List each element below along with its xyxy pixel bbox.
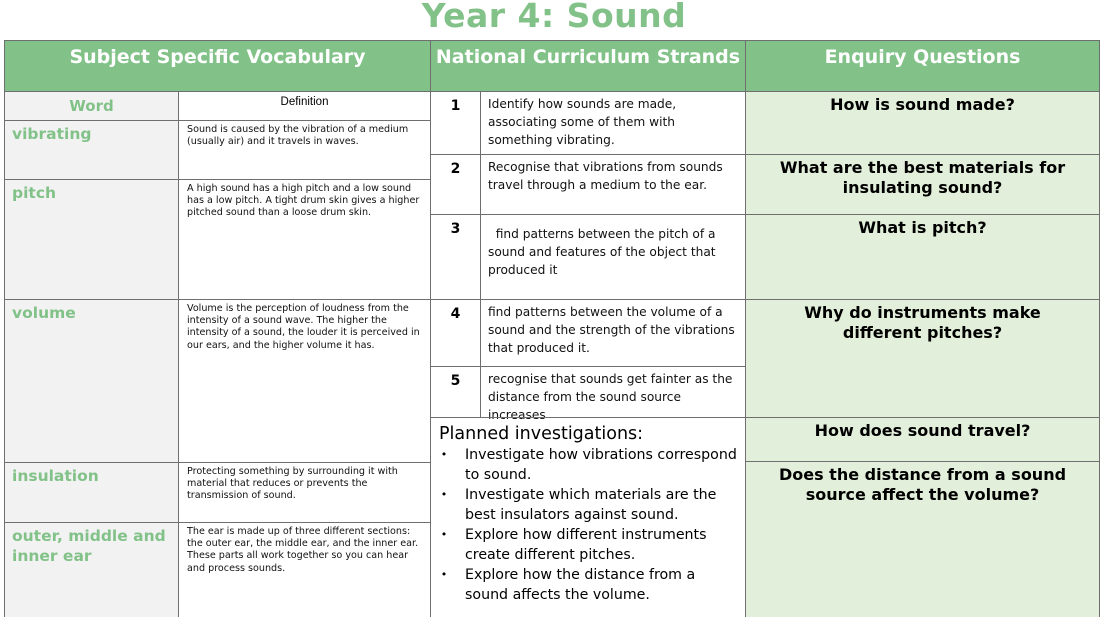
list-item <box>439 565 741 605</box>
enquiry-question: How does sound travel? <box>745 417 1100 462</box>
strand-number: 3 <box>430 214 481 300</box>
list-item <box>439 445 741 485</box>
strand-text: find patterns between the volume of a sound and the strength of the vibrations that produced it. <box>480 299 746 367</box>
planned-investigations-list <box>439 445 741 605</box>
bullet-icon: • <box>440 568 448 581</box>
vocab-word: volume <box>4 299 179 463</box>
list-item <box>439 525 741 565</box>
vocabulary-header: Subject Specific Vocabulary <box>4 40 431 92</box>
strand-text: recognise that sounds get fainter as the distance from the sound source increases <box>480 366 746 418</box>
vocab-definition: Protecting something by surrounding it with material that reduces or prevents the transmission of sound. <box>178 462 431 523</box>
vocab-definition: Sound is caused by the vibration of a medium (usually air) and it travels in waves. <box>178 120 431 180</box>
list-item <box>439 485 741 525</box>
vocab-definition: The ear is made up of three different sections: the outer ear, the middle ear, and the inner ear. These parts all work together so you can hear and process sounds. <box>178 522 431 617</box>
bullet-icon: • <box>440 448 448 461</box>
strand-number: 4 <box>430 299 481 367</box>
list-item-text: Explore how the distance from a sound affects the volume. <box>465 567 696 603</box>
word-column-header: Word <box>4 91 179 121</box>
enquiry-question: What is pitch? <box>745 214 1100 300</box>
strands-header: National Curriculum Strands <box>430 40 746 92</box>
enquiry-question: Does the distance from a sound source affect the volume? <box>745 461 1100 617</box>
bullet-icon: • <box>440 488 448 501</box>
vocab-word: insulation <box>4 462 179 523</box>
list-item-text: Investigate how vibrations correspond to sound. <box>465 447 737 483</box>
bullet-icon: • <box>440 528 448 541</box>
list-item-text: Explore how different instruments create different pitches. <box>465 527 707 563</box>
definition-column-header: Definition <box>178 91 431 121</box>
vocab-word: vibrating <box>4 120 179 180</box>
vocab-word: outer, middle and inner ear <box>4 522 179 617</box>
planned-investigations <box>430 417 746 617</box>
strand-text: Identify how sounds are made, associating some of them with something vibrating. <box>480 91 746 155</box>
strand-number: 5 <box>430 366 481 418</box>
strand-text: Recognise that vibrations from sounds travel through a medium to the ear. <box>480 154 746 215</box>
strand-text: find patterns between the pitch of a sound and features of the object that produced it <box>480 214 746 300</box>
enquiry-question: How is sound made? <box>745 91 1100 155</box>
planned-investigations-title: Planned investigations: <box>439 424 644 444</box>
page-title: Year 4: Sound <box>421 0 687 35</box>
strand-number: 1 <box>430 91 481 155</box>
enquiry-question: What are the best materials for insulating sound? <box>745 154 1100 215</box>
strand-number: 2 <box>430 154 481 215</box>
enquiry-question: Why do instruments make different pitches? <box>745 299 1100 418</box>
list-item-text: Investigate which materials are the best insulators against sound. <box>465 487 717 523</box>
vocab-word: pitch <box>4 179 179 300</box>
questions-header: Enquiry Questions <box>745 40 1100 92</box>
vocab-definition: A high sound has a high pitch and a low sound has a low pitch. A tight drum skin gives a higher pitched sound than a loose drum skin. <box>178 179 431 300</box>
vocab-definition: Volume is the perception of loudness from the intensity of a sound wave. The higher the intensity of a sound, the louder it is perceived in our ears, and the higher volume it has. <box>178 299 431 463</box>
